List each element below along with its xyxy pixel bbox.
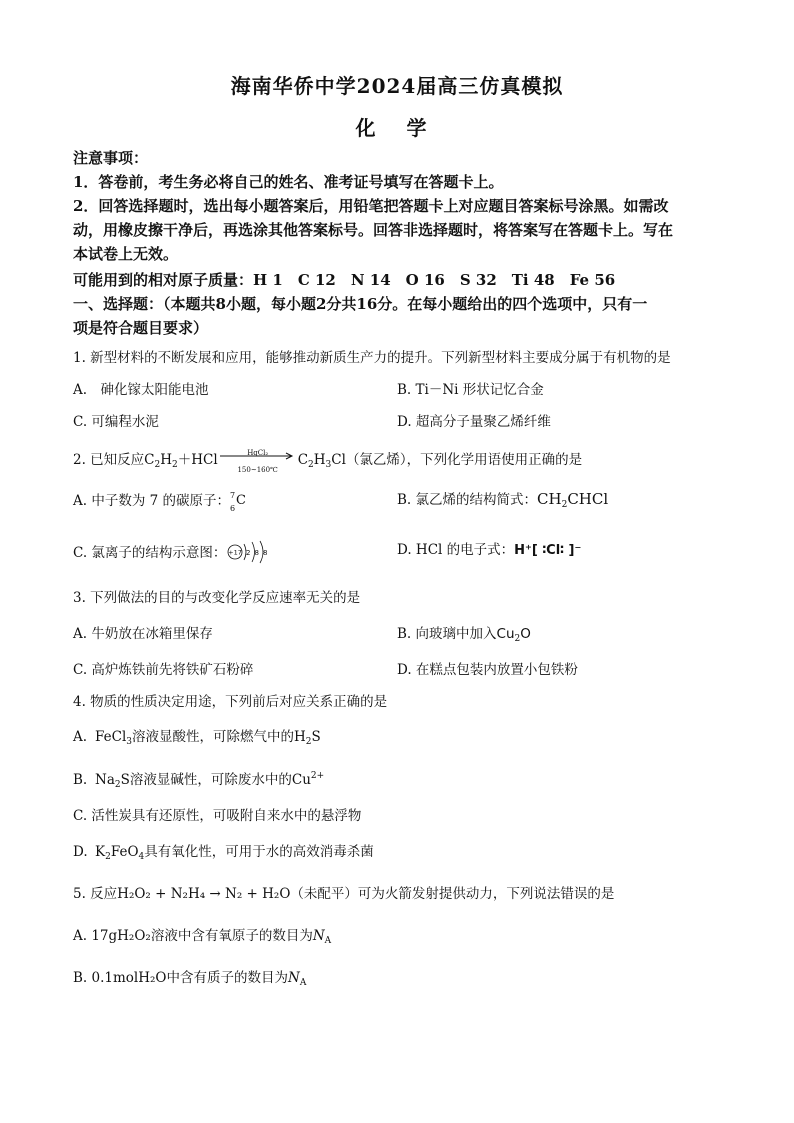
question-5-option-a — [73, 926, 331, 951]
question-2-option-b — [397, 489, 608, 515]
q3-b-formula-2: O — [520, 626, 531, 642]
question-3-option-b — [397, 624, 531, 649]
q3-b-formula-1: Cu — [496, 626, 515, 642]
q5-a-avogadro: N — [312, 928, 325, 944]
q2-option-d-text: D. HCl 的电子式： — [397, 542, 515, 558]
catalyst-label: HgCl₂ — [247, 449, 269, 457]
q2-option-a-text: A. 中子数为 7 的碳原子： — [73, 493, 231, 509]
q5-b-avogadro-sub: A — [299, 978, 307, 988]
q4-d-text: 具有氧化性，可用于水的高效消毒杀菌 — [144, 844, 374, 860]
q5-b-prefix: B. 0.1mol — [73, 970, 139, 986]
q2-product-c-sub: 2 — [308, 460, 314, 470]
section-heading-cont: 项是符合题目要求） — [73, 319, 209, 337]
q4-d-formula-1-sub: 2 — [105, 852, 111, 862]
q2-reactant-h-sub: 2 — [172, 460, 178, 470]
nuclide-mass-number: 7 — [230, 491, 236, 500]
q4-a-formula-2: H — [294, 729, 306, 745]
q2-option-b-text: B. 氯乙烯的结构简式： — [397, 492, 538, 508]
question-5-stem — [73, 884, 723, 904]
q4-b-formula-1-sub: 2 — [114, 780, 121, 790]
shell-1-electrons: 2 — [246, 549, 251, 557]
q5-a-formula: H₂O₂ — [117, 928, 151, 944]
question-3-option-a: A. 牛奶放在冰箱里保存 — [73, 626, 213, 642]
q2-product-h: H — [313, 452, 326, 468]
q4-d-formula-2: FeO — [110, 844, 139, 860]
q5-a-avogadro-sub: A — [324, 936, 332, 946]
nuclide-atomic-number: 6 — [230, 504, 236, 513]
question-1-option-b: B. Ti－Ni 形状记忆合金 — [397, 382, 544, 398]
question-1-option-c: C. 可编程水泥 — [73, 414, 159, 430]
atomic-mass-line: 可能用到的相对原子质量：H 1 C 12 N 14 O 16 S 32 Ti 48 Fe 56 — [73, 271, 616, 289]
nuclide-symbol: C — [236, 493, 246, 508]
exam-subject: 化 学 — [355, 116, 439, 140]
question-2-option-d — [397, 540, 581, 561]
question-1-option-a: A. 砷化镓太阳能电池 — [73, 382, 209, 398]
exam-title: 海南华侨中学2024届高三仿真模拟 — [230, 74, 564, 98]
q5-b-formula: H₂O — [138, 970, 167, 986]
q4-b-formula-2: S — [120, 772, 130, 788]
carbon-nuclide — [230, 489, 246, 513]
q4-d-formula-2-sub: 4 — [138, 852, 145, 862]
q4-a-formula-1: FeCl — [95, 729, 127, 745]
hcl-electron-formula: H⁺[ ∶Cl∶ ]⁻ — [514, 543, 582, 558]
reaction-arrow — [220, 448, 296, 474]
question-4-option-c: C. 活性炭具有还原性，可吸附自来水中的悬浮物 — [73, 808, 362, 824]
section-heading: 一、选择题：（本题共8小题，每小题2分共16分。在每小题给出的四个选项中，只有一 — [73, 295, 648, 313]
q2-b-formula-2: CHCl — [567, 490, 609, 508]
notice-item-2-cont: 动，用橡皮擦干净后，再选涂其他答案标号。回答非选择题时，将答案写在答题卡上。写在 — [73, 221, 674, 239]
temperature-label: 150~160℃ — [237, 466, 278, 474]
question-2-option-a — [73, 489, 244, 511]
q2-product-h-sub: 3 — [325, 460, 332, 470]
question-2-prefix: 2. 已知反应 — [73, 452, 145, 468]
question-4-stem: 4. 物质的性质决定用途，下列前后对应关系正确的是 — [73, 694, 388, 710]
question-4-option-b — [73, 766, 324, 795]
q5-a-prefix: A. 17g — [73, 928, 118, 944]
q2-reactant-c: C — [144, 452, 155, 468]
q4-a-label: A. — [73, 729, 88, 745]
q5-equation: H₂O₂ + N₂H₄ → N₂ + H₂O — [117, 886, 291, 902]
q5-a-text: 溶液中含有氧原子的数目为 — [150, 928, 313, 944]
q5-prefix: 5. 反应 — [73, 886, 118, 902]
q4-a-formula-2-sub: 2 — [305, 737, 312, 747]
shell-3-electrons: 8 — [263, 549, 268, 557]
q5-suffix: （未配平）可为火箭发射提供动力，下列说法错误的是 — [290, 886, 615, 902]
q2-reactant-c-sub: 2 — [154, 460, 161, 470]
notice-heading: 注意事项： — [73, 149, 149, 167]
question-2-option-c — [73, 540, 272, 564]
q3-option-b-text: B. 向玻璃中加入 — [397, 626, 497, 642]
q2-b-formula-sub: 2 — [561, 500, 568, 510]
q2-b-formula-1: CH — [537, 490, 562, 508]
q4-a-formula-3: S — [311, 729, 321, 745]
nucleus-charge: +17 — [228, 548, 243, 557]
arrow-icon — [220, 452, 296, 460]
shell-2-electrons: 8 — [254, 549, 260, 557]
chloride-structure-diagram — [226, 540, 272, 564]
q2-option-c-text: C. 氯离子的结构示意图： — [73, 545, 227, 561]
question-1-option-d: D. 超高分子量聚乙烯纤维 — [397, 414, 551, 430]
q2-reactant-h: H — [160, 452, 173, 468]
q5-b-avogadro: N — [288, 970, 300, 986]
question-4-option-a — [73, 727, 321, 752]
question-1-stem: 1. 新型材料的不断发展和应用，能够推动新质生产力的提升。下列新型材料主要成分属于有机物的是 — [73, 350, 671, 366]
question-4-option-d — [73, 842, 374, 867]
q2-plus-hcl: ＋HCl — [177, 452, 218, 468]
q5-b-text: 中含有质子的数目为 — [166, 970, 288, 986]
question-2-suffix: （氯乙烯），下列化学用语使用正确的是 — [345, 452, 583, 468]
q4-d-formula-1: K — [95, 844, 106, 860]
q2-product-cl: Cl — [331, 452, 346, 468]
q4-b-text: 溶液显碱性，可除废水中的 — [129, 772, 292, 788]
question-3-option-d: D. 在糕点包装内放置小包铁粉 — [397, 662, 578, 678]
q2-product-c: C — [297, 452, 309, 468]
q4-b-formula-1: Na — [95, 772, 115, 788]
q4-b-ion: Cu — [291, 772, 311, 788]
question-3-option-c: C. 高炉炼铁前先将铁矿石粉碎 — [73, 662, 254, 678]
question-5-option-b — [73, 968, 306, 993]
q4-b-label: B. — [73, 772, 88, 788]
notice-item-1: 1．答卷前，考生务必将自己的姓名、准考证号填写在答题卡上。 — [73, 173, 504, 191]
notice-item-2: 2．回答选择题时，选出每小题答案后，用铅笔把答题卡上对应题目答案标号涂黑。如需改 — [73, 197, 669, 215]
q4-a-formula-1-sub: 3 — [126, 737, 132, 747]
q4-b-ion-charge: 2+ — [310, 771, 325, 781]
question-3-stem: 3. 下列做法的目的与改变化学反应速率无关的是 — [73, 590, 361, 606]
q3-b-formula-sub: 2 — [514, 634, 521, 644]
notice-item-2-end: 本试卷上无效。 — [73, 245, 179, 263]
q4-a-text: 溶液显酸性，可除燃气中的 — [132, 729, 294, 745]
question-2-stem — [73, 448, 723, 475]
q4-d-label: D. — [73, 844, 88, 860]
